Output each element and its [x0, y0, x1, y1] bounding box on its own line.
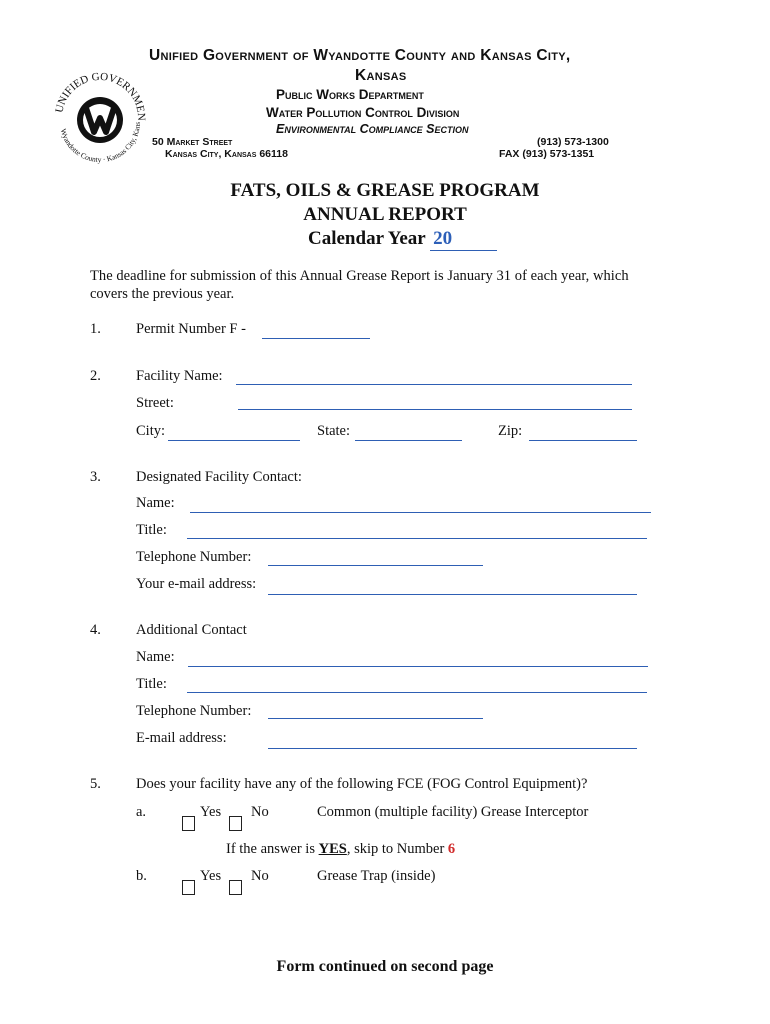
additional-email-field[interactable]: [268, 748, 637, 749]
q5a-letter: a.: [136, 804, 147, 820]
contact-title-label: Title:: [136, 522, 167, 538]
q5b-letter: b.: [136, 868, 147, 884]
contact-phone-label: Telephone Number:: [136, 549, 252, 565]
header-line2: Kansas: [355, 67, 407, 84]
skip-mid: , skip to Number: [346, 841, 448, 857]
additional-email-label: E-mail address:: [136, 730, 227, 746]
contact-email-label: Your e-mail address:: [136, 576, 257, 592]
header-fax: FAX (913) 573-1351: [499, 148, 595, 160]
additional-contact-label: Additional Contact: [136, 622, 247, 638]
form-title-line3: [308, 228, 497, 251]
calendar-year-value: 20: [433, 228, 453, 249]
intro-text-line2: covers the previous year.: [90, 286, 235, 302]
state-label: State:: [317, 423, 351, 439]
q5b-description: Grease Trap (inside): [317, 868, 436, 884]
q5b-no-label: No: [251, 868, 269, 884]
skip-yes: YES: [318, 841, 347, 857]
additional-phone-label: Telephone Number:: [136, 703, 252, 719]
header-address-street: 50 Market Street: [152, 136, 233, 148]
q5a-no-label: No: [251, 804, 269, 820]
permit-number-label: Permit Number F -: [136, 321, 246, 337]
designated-contact-label: Designated Facility Contact:: [136, 469, 302, 485]
q5a-yes-checkbox[interactable]: [182, 816, 195, 831]
street-label: Street:: [136, 395, 174, 411]
q5a-yes-label: Yes: [200, 804, 222, 820]
contact-email-field[interactable]: [268, 594, 637, 595]
city-label: City:: [136, 423, 166, 439]
header-division: Water Pollution Control Division: [266, 105, 460, 120]
additional-title-label: Title:: [136, 676, 167, 692]
q4-number: 4.: [90, 622, 101, 638]
q5a-no-checkbox[interactable]: [229, 816, 242, 831]
q5-number: 5.: [90, 776, 101, 792]
fce-question: Does your facility have any of the following FCE (FOG Control Equipment)?: [136, 776, 588, 792]
skip-number: 6: [447, 841, 456, 857]
q1-number: 1.: [90, 321, 101, 337]
q5b-yes-label: Yes: [200, 868, 222, 884]
q3-number: 3.: [90, 469, 101, 485]
contact-name-field[interactable]: [190, 512, 651, 513]
contact-phone-field[interactable]: [268, 565, 483, 566]
additional-phone-field[interactable]: [268, 718, 483, 719]
facility-name-label: Facility Name:: [136, 368, 223, 384]
form-continued-note: Form continued on second page: [276, 958, 494, 975]
q5a-description: Common (multiple facility) Grease Interceptor: [317, 804, 589, 820]
svg-text:UNIFIED GOVERNMENT: UNIFIED GOVERNMEN: [53, 70, 148, 121]
header-phone: (913) 573-1300: [537, 136, 609, 148]
city-field[interactable]: [168, 440, 300, 441]
state-field[interactable]: [355, 440, 462, 441]
contact-title-field[interactable]: [187, 538, 647, 539]
zip-field[interactable]: [529, 440, 637, 441]
form-title-line1: FATS, OILS & GREASE PROGRAM: [230, 180, 540, 201]
q5b-no-checkbox[interactable]: [229, 880, 242, 895]
header-department: Public Works Department: [276, 87, 424, 102]
skip-prefix: If the answer is: [226, 841, 319, 857]
intro-text-line1: The deadline for submission of this Annual Grease Report is January 31 of each year, which: [90, 268, 629, 284]
q2-number: 2.: [90, 368, 101, 384]
header-address-city: Kansas City, Kansas 66118: [165, 148, 288, 160]
unified-government-seal: [48, 62, 152, 170]
header-section: Environmental Compliance Section: [276, 122, 469, 136]
street-field[interactable]: [238, 409, 632, 410]
calendar-year-field[interactable]: [430, 228, 497, 251]
additional-name-field[interactable]: [188, 666, 648, 667]
permit-number-field[interactable]: [262, 338, 370, 339]
additional-title-field[interactable]: [187, 692, 647, 693]
form-title-line2: ANNUAL REPORT: [303, 204, 467, 225]
contact-name-label: Name:: [136, 495, 175, 511]
q5b-yes-checkbox[interactable]: [182, 880, 195, 895]
header-line1: Unified Government of Wyandotte County and Kansas City,: [149, 47, 571, 64]
svg-text:Wyandotte County · Kansas City: Wyandotte County · Kansas City, Kans: [58, 121, 143, 165]
calendar-year-label: Calendar Year: [308, 228, 426, 249]
additional-name-label: Name:: [136, 649, 175, 665]
skip-instruction: [226, 841, 455, 858]
facility-name-field[interactable]: [236, 384, 632, 385]
zip-label: Zip:: [498, 423, 523, 439]
